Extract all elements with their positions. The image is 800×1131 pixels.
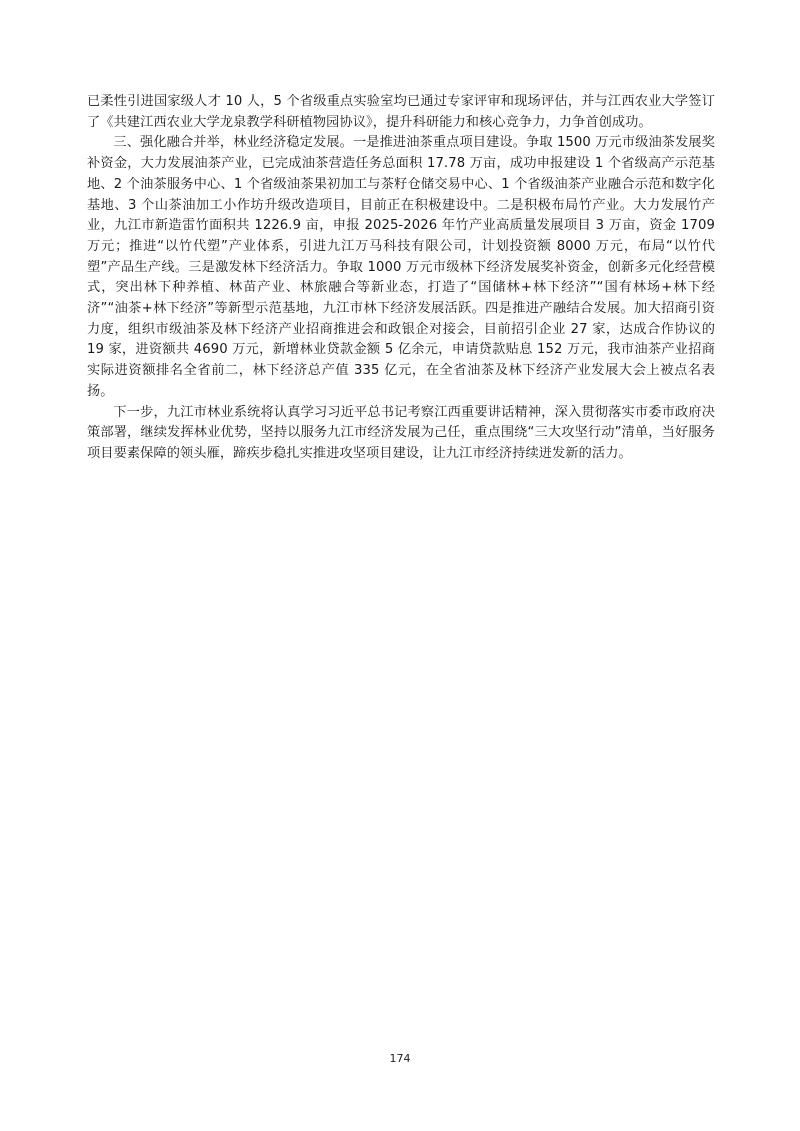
page-number: 174 <box>389 1052 411 1065</box>
paragraph-forestry-economy: 三、强化融合并举，林业经济稳定发展。一是推进油茶重点项目建设。争取 1500 万元市级油茶发展奖补资金，大力发展油茶产业，已完成油茶营造任务总面积 17.78 万亩，成功申报建设 1 个省级高产示范基地、2 个油茶服务中心、1 个省级油茶果初加工与茶籽仓储交易中心、1 个省级油茶产业融合示范和数字化基地、3 个山茶油加工小作坊升级改造项目，目前正在积极建设中。二是积极布局竹产业。大力发展竹产业，九江市新造雷竹面积共 1226.9 亩，申报 2025-2026 年竹产业高质量发展项目 3 万亩，资金 1709 万元；推进“以竹代塑”产业体系，引进九江万马科技有限公司，计划投资额 8000 万元，布局“以竹代塑”产品生产线。三是激发林下经济活力。争取 1000 万元市级林下经济发展奖补资金，创新多元化经营模式，突出林下种养植、林苗产业、林旅融合等新业态，打造了“国储林+林下经济”“国有林场+林下经济”“油茶+林下经济”等新型示范基地，九江市林下经济发展活跃。四是推进产融结合发展。加大招商引资力度，组织市级油茶及林下经济产业招商推进会和政银企对接会，目前招引企业 27 家，达成合作协议的 19 家，进资额共 4690 万元，新增林业贷款金额 5 亿余元，申请贷款贴息 152 万元，我市油茶产业招商实际进资额排名全省前二，林下经济总产值 335 亿元，在全省油茶及林下经济产业发展大会上被点名表扬。 <box>87 135 715 399</box>
paragraph-continued: 已柔性引进国家级人才 10 人，5 个省级重点实验室均已通过专家评审和现场评估，并与江西农业大学签订了《共建江西农业大学龙泉教学科研植物园协议》，提升科研能力和核心竞争力，力争首创成功。 <box>87 94 715 130</box>
body-text <box>87 92 715 465</box>
paragraph-next-steps: 下一步，九江市林业系统将认真学习习近平总书记考察江西重要讲话精神，深入贯彻落实市委市政府决策部署，继续发挥林业优势，坚持以服务九江市经济发展为己任，重点围绕“三大攻坚行动”清单，当好服务项目要素保障的领头雁，蹄疾步稳扎实推进攻坚项目建设，让九江市经济持续迸发新的活力。 <box>87 404 715 461</box>
